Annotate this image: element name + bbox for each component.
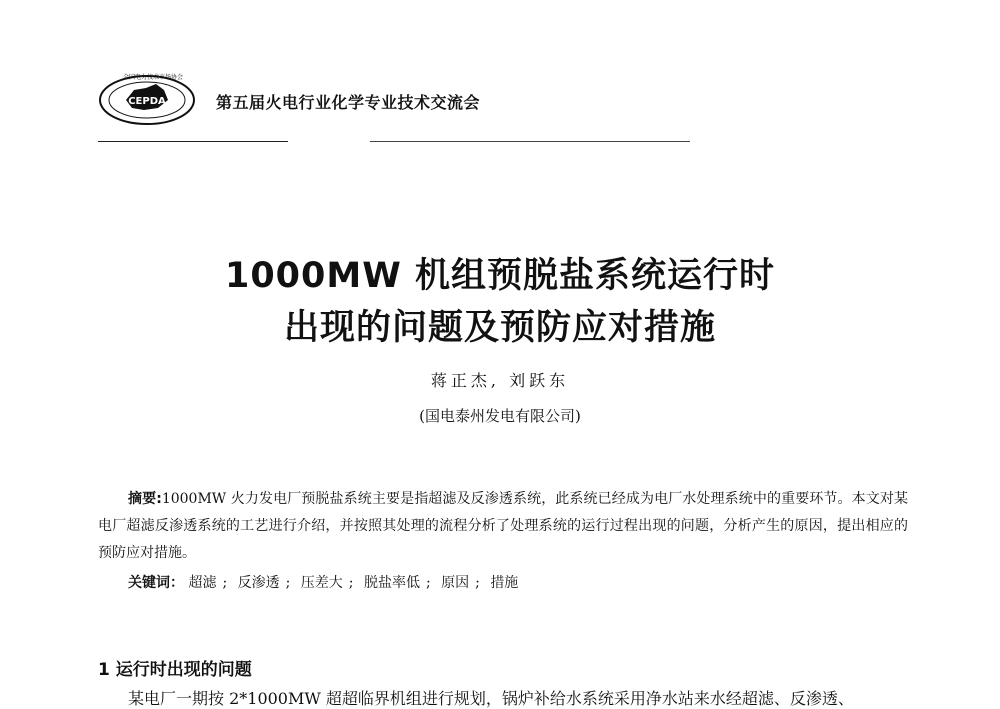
paper-title-line2: 出现的问题及预防应对措施 xyxy=(283,308,716,348)
keywords-label: 关键词： xyxy=(128,575,184,591)
keyword-separator: ; xyxy=(348,575,354,591)
keyword-separator: ; xyxy=(475,575,480,591)
keyword-separator: ; xyxy=(285,575,291,591)
keyword-separator: ; xyxy=(425,575,431,591)
paper-authors: 蒋正杰, 刘跃东 xyxy=(430,371,570,390)
keyword-item: 脱盐率低 xyxy=(363,575,420,591)
header-rule-left xyxy=(98,141,288,142)
keyword-item: 原因 xyxy=(441,575,470,591)
abstract xyxy=(98,486,908,567)
keyword-item: 反渗透 xyxy=(237,575,280,591)
header-rule-right xyxy=(370,141,690,142)
conference-header xyxy=(98,70,618,130)
section-heading: 1 运行时出现的问题 xyxy=(98,660,252,680)
keyword-item: 压差大 xyxy=(300,575,343,591)
keyword-item: 措施 xyxy=(490,575,519,591)
keyword-item: 超滤 xyxy=(188,575,217,591)
association-logo xyxy=(98,70,196,126)
keywords-line xyxy=(128,572,518,592)
keyword-separator: ; xyxy=(222,575,228,591)
conference-title: 第五届火电行业化学专业技术交流会 xyxy=(216,93,481,112)
paper-title-line1: 1000MW 机组预脱盐系统运行时 xyxy=(224,256,776,296)
paper-affiliation: (国电泰州发电有限公司) xyxy=(419,407,581,425)
abstract-label: 摘要: xyxy=(128,491,162,507)
section-body-text: 某电厂一期按 2*1000MW 超超临界机组进行规划，锅炉补给水系统采用净水站来水经超滤、反渗透、 xyxy=(128,689,854,708)
logo-acronym: CEPDA xyxy=(128,96,166,107)
logo-emblem-text: 全国电力技术市场协会 xyxy=(122,74,184,81)
abstract-text: 1000MW 火力发电厂预脱盐系统主要是指超滤及反渗透系统，此系统已经成为电厂水处理系统中的重要环节。本文对某电厂超滤反渗透系统的工艺进行介绍，并按照其处理的流程分析了处理系统的运行过程出现的问题，分析产生的原因，提出相应的预防应对措施。 xyxy=(98,491,908,561)
